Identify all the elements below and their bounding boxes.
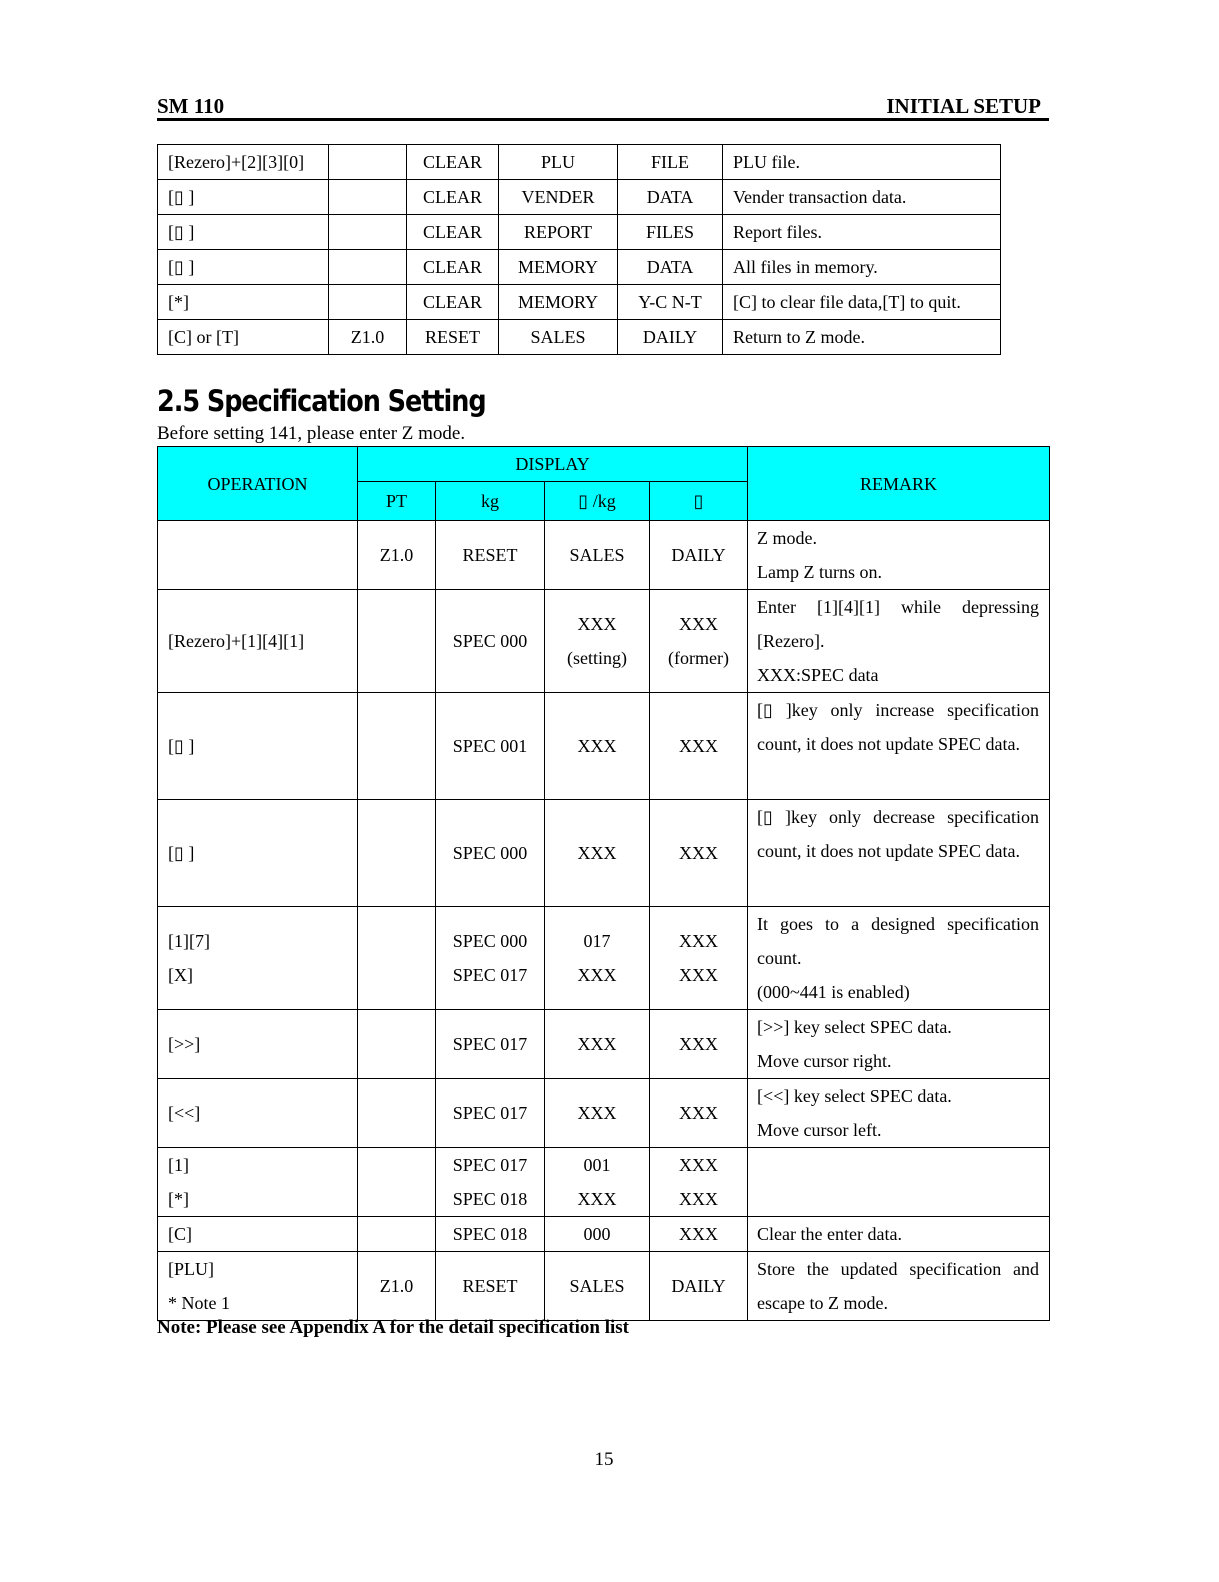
cell-line: RESET [462, 1276, 518, 1296]
table-row [158, 907, 1050, 1010]
remark-cell [748, 590, 1050, 693]
row-kg-cell: CLEAR [407, 145, 499, 180]
table-row [158, 800, 1050, 907]
cell-line: SPEC 001 [452, 736, 528, 756]
row-total-cell: DAILY [618, 320, 723, 355]
header-total-price: ▯ [650, 482, 748, 521]
row-total-cell: Y-C N-T [618, 285, 723, 320]
pt-cell [358, 1217, 436, 1252]
kg-cell [436, 800, 545, 907]
pt-cell [358, 1148, 436, 1217]
remark-cell [748, 1217, 1050, 1252]
kg-cell [436, 1148, 545, 1217]
appendix-note: Note: Please see Appendix A for the detail specification list [157, 1317, 629, 1338]
cell-line: SPEC 000 [452, 631, 528, 651]
table-row [158, 1148, 1050, 1217]
remark-cell [748, 907, 1050, 1010]
cell-line: RESET [462, 545, 518, 565]
row-total-cell: DATA [618, 250, 723, 285]
unit-price-cell [545, 800, 650, 907]
row-price-cell: REPORT [499, 215, 618, 250]
cell-line: [<<] [168, 1103, 201, 1123]
table-row [158, 320, 1001, 355]
total-price-cell [650, 1252, 748, 1321]
pt-cell [358, 1079, 436, 1148]
cell-line: Store the updated specification and escape to Z mode. [757, 1259, 1040, 1313]
operation-cell [158, 907, 358, 1010]
remark-cell [748, 1252, 1050, 1321]
total-price-cell [650, 1148, 748, 1217]
cell-line: 001 [583, 1155, 611, 1175]
operation-cell [158, 1079, 358, 1148]
cell-line: SALES [569, 545, 625, 565]
cell-line: (former) [668, 648, 729, 668]
cell-line: SPEC 017 [452, 1155, 528, 1175]
total-price-cell [650, 521, 748, 590]
total-price-cell [650, 590, 748, 693]
operation-cell [158, 1217, 358, 1252]
cell-line: [▯ ] [168, 843, 195, 863]
pt-cell [358, 1252, 436, 1321]
cell-line: Lamp Z turns on. [757, 562, 883, 582]
row-price-cell: PLU [499, 145, 618, 180]
unit-price-cell [545, 1217, 650, 1252]
doc-model: SM 110 [157, 94, 225, 118]
row-remark-cell: Return to Z mode. [723, 320, 1001, 355]
cell-line: XXX [679, 736, 719, 756]
row-pt-cell [329, 215, 407, 250]
row-pt-cell [329, 285, 407, 320]
cell-line: [Rezero]+[1][4][1] [168, 631, 305, 651]
cell-line: [▯ ]key only decrease specification count, it does not update SPEC data. [757, 807, 1040, 861]
pt-cell [358, 800, 436, 907]
row-pt-cell [329, 180, 407, 215]
cell-line: SPEC 017 [452, 1034, 528, 1054]
operation-cell [158, 521, 358, 590]
kg-cell [436, 1217, 545, 1252]
total-price-cell [650, 1079, 748, 1148]
remark-cell [748, 1010, 1050, 1079]
cell-line: XXX [577, 1189, 617, 1209]
cell-line: Z1.0 [379, 1276, 414, 1296]
pt-cell [358, 521, 436, 590]
cell-line: [▯ ] [168, 736, 195, 756]
page-number: 15 [594, 1449, 614, 1470]
row-key-cell: [*] [158, 285, 329, 320]
cell-line: [1][7] [168, 931, 210, 951]
row-pt-cell: Z1.0 [329, 320, 407, 355]
operation-cell [158, 1148, 358, 1217]
cell-line: XXX [679, 931, 719, 951]
total-price-cell [650, 1217, 748, 1252]
row-key-cell: [▯ ] [158, 180, 329, 215]
clear-memory-table [157, 144, 1001, 355]
cell-line: (000~441 is enabled) [757, 982, 910, 1002]
row-total-cell: FILE [618, 145, 723, 180]
page-header [157, 94, 1049, 121]
pt-cell [358, 907, 436, 1010]
row-price-cell: MEMORY [499, 285, 618, 320]
cell-line: SPEC 017 [452, 1103, 528, 1123]
pt-cell [358, 1010, 436, 1079]
cell-line: XXX [577, 736, 617, 756]
cell-line: [X] [168, 965, 193, 985]
operation-cell [158, 1252, 358, 1321]
row-pt-cell [329, 250, 407, 285]
row-kg-cell: RESET [407, 320, 499, 355]
cell-line: 017 [583, 931, 611, 951]
total-price-cell [650, 907, 748, 1010]
row-key-cell: [C] or [T] [158, 320, 329, 355]
cell-line: 000 [583, 1224, 611, 1244]
table-row [158, 1252, 1050, 1321]
unit-price-cell [545, 590, 650, 693]
cell-line: XXX [679, 1155, 719, 1175]
cell-line: SPEC 017 [452, 965, 528, 985]
header-pt: PT [358, 482, 436, 521]
cell-line: XXX:SPEC data [757, 665, 879, 685]
row-total-cell: FILES [618, 215, 723, 250]
row-price-cell: SALES [499, 320, 618, 355]
cell-line: XXX [679, 843, 719, 863]
table-row [158, 215, 1001, 250]
cell-line: XXX [679, 965, 719, 985]
cell-line: XXX [679, 1224, 719, 1244]
row-price-cell: VENDER [499, 180, 618, 215]
table-row [158, 521, 1050, 590]
operation-cell [158, 800, 358, 907]
cell-line: [>>] key select SPEC data. [757, 1017, 952, 1037]
row-price-cell: MEMORY [499, 250, 618, 285]
pt-cell [358, 693, 436, 800]
row-key-cell: [▯ ] [158, 250, 329, 285]
cell-line: Clear the enter data. [757, 1224, 902, 1244]
cell-line: DAILY [671, 545, 726, 565]
cell-line: Move cursor left. [757, 1120, 882, 1140]
row-total-cell: DATA [618, 180, 723, 215]
operation-cell [158, 1010, 358, 1079]
cell-line: Enter [1][4][1] while depressing [Rezero]. [757, 597, 1040, 651]
kg-cell [436, 907, 545, 1010]
row-key-cell: [Rezero]+[2][3][0] [158, 145, 329, 180]
operation-cell [158, 693, 358, 800]
cell-line: [▯ ]key only increase specification count, it does not update SPEC data. [757, 700, 1040, 754]
header-operation: OPERATION [158, 447, 358, 521]
cell-line: XXX [679, 1034, 719, 1054]
section-intro: Before setting 141, please enter Z mode. [157, 423, 466, 444]
operation-cell [158, 590, 358, 693]
spec-setting-table [157, 446, 1050, 1321]
remark-cell [748, 521, 1050, 590]
table-row [158, 1010, 1050, 1079]
row-remark-cell: [C] to clear file data,[T] to quit. [723, 285, 1001, 320]
row-kg-cell: CLEAR [407, 285, 499, 320]
table-row [158, 1217, 1050, 1252]
kg-cell [436, 521, 545, 590]
section-title: 2.5 Specification Setting [157, 384, 486, 418]
table-row [158, 180, 1001, 215]
table-row [158, 1079, 1050, 1148]
unit-price-cell [545, 907, 650, 1010]
cell-line: XXX [679, 614, 719, 634]
cell-line: It goes to a designed specification count. [757, 914, 1040, 968]
unit-price-cell [545, 1252, 650, 1321]
cell-line: [*] [168, 1189, 189, 1209]
row-kg-cell: CLEAR [407, 180, 499, 215]
row-remark-cell: PLU file. [723, 145, 1001, 180]
cell-line: XXX [577, 1103, 617, 1123]
cell-line: SPEC 000 [452, 931, 528, 951]
row-remark-cell: Report files. [723, 215, 1001, 250]
total-price-cell [650, 693, 748, 800]
header-unit-price: ▯ /kg [545, 482, 650, 521]
header-kg: kg [436, 482, 545, 521]
cell-line: (setting) [567, 648, 627, 668]
cell-line: XXX [679, 1189, 719, 1209]
cell-line: SPEC 018 [452, 1189, 528, 1209]
cell-line: DAILY [671, 1276, 726, 1296]
row-kg-cell: CLEAR [407, 250, 499, 285]
cell-line: XXX [679, 1103, 719, 1123]
table-row [158, 693, 1050, 800]
kg-cell [436, 1079, 545, 1148]
cell-line: * Note 1 [168, 1293, 230, 1313]
kg-cell [436, 1252, 545, 1321]
kg-cell [436, 693, 545, 800]
cell-line: [C] [168, 1224, 192, 1244]
cell-line: XXX [577, 965, 617, 985]
unit-price-cell [545, 1010, 650, 1079]
row-remark-cell: Vender transaction data. [723, 180, 1001, 215]
unit-price-cell [545, 1079, 650, 1148]
pt-cell [358, 590, 436, 693]
unit-price-cell [545, 1148, 650, 1217]
cell-line: XXX [577, 843, 617, 863]
remark-cell [748, 693, 1050, 800]
table-row [158, 145, 1001, 180]
cell-line: [>>] [168, 1034, 201, 1054]
total-price-cell [650, 1010, 748, 1079]
row-key-cell: [▯ ] [158, 215, 329, 250]
cell-line: Move cursor right. [757, 1051, 892, 1071]
row-pt-cell [329, 145, 407, 180]
cell-line: [1] [168, 1155, 189, 1175]
cell-line: [PLU] [168, 1259, 214, 1279]
header-remark: REMARK [748, 447, 1050, 521]
kg-cell [436, 1010, 545, 1079]
remark-cell [748, 1148, 1050, 1217]
table-row [158, 285, 1001, 320]
table-row [158, 590, 1050, 693]
remark-cell [748, 1079, 1050, 1148]
cell-line: XXX [577, 1034, 617, 1054]
cell-line: XXX [577, 614, 617, 634]
cell-line: SPEC 000 [452, 843, 528, 863]
cell-line: Z1.0 [379, 545, 414, 565]
row-kg-cell: CLEAR [407, 215, 499, 250]
kg-cell [436, 590, 545, 693]
unit-price-cell [545, 693, 650, 800]
remark-cell [748, 800, 1050, 907]
cell-line: SPEC 018 [452, 1224, 528, 1244]
doc-section: INITIAL SETUP [886, 94, 1041, 118]
table-row [158, 250, 1001, 285]
unit-price-cell [545, 521, 650, 590]
row-remark-cell: All files in memory. [723, 250, 1001, 285]
total-price-cell [650, 800, 748, 907]
cell-line: [<<] key select SPEC data. [757, 1086, 952, 1106]
header-display: DISPLAY [358, 447, 748, 482]
cell-line: Z mode. [757, 528, 818, 548]
cell-line: SALES [569, 1276, 625, 1296]
